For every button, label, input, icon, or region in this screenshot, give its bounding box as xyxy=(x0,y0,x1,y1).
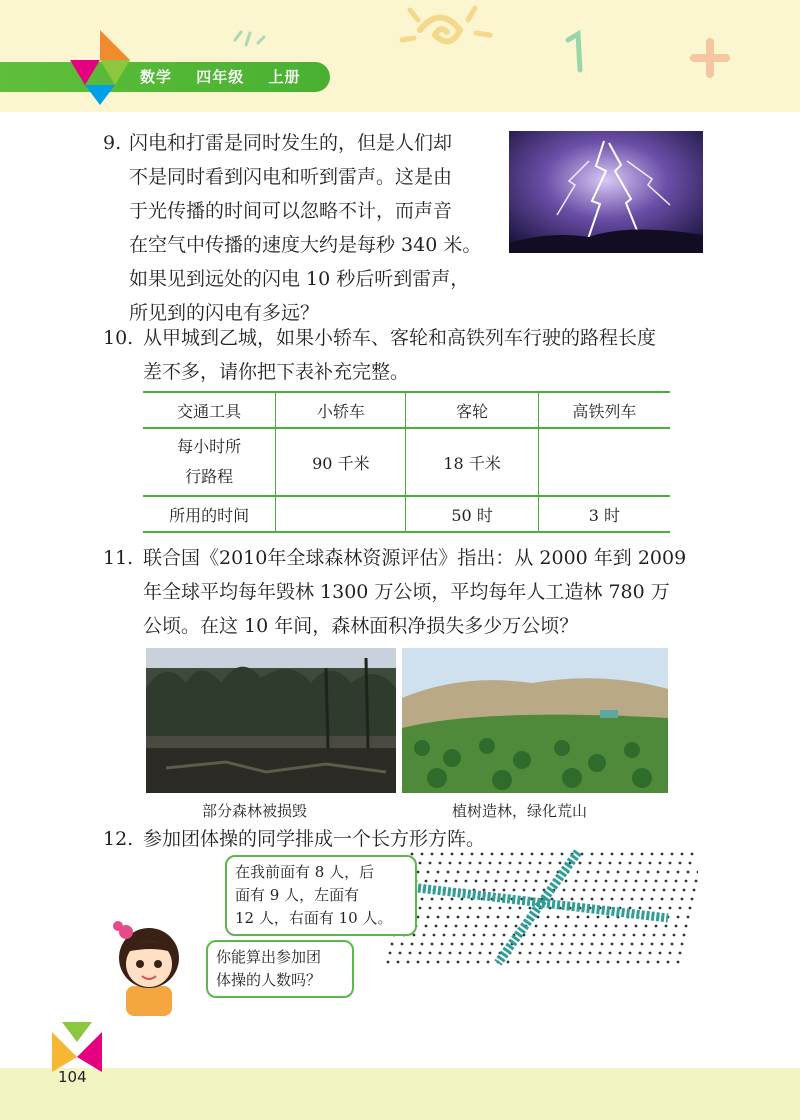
page-number: 104 xyxy=(58,1068,87,1086)
q9-text xyxy=(129,126,499,330)
q11-line: 联合国《2010年全球森林资源评估》指出：从 2000 年到 2009 xyxy=(143,547,687,569)
q11-text xyxy=(143,541,713,643)
row-label-line: 每小时所 xyxy=(177,437,242,456)
number-one-doodle-icon xyxy=(560,30,590,80)
table-cell: 3 时 xyxy=(538,496,670,532)
q10-number: 10. xyxy=(103,327,134,349)
student-speech-bubble xyxy=(225,855,417,936)
q11-line: 公顷。在这 10 年间，森林面积净损失多少万公顷？ xyxy=(143,615,579,637)
q10-line: 从甲城到乙城，如果小轿车、客轮和高铁列车行驶的路程长度 xyxy=(143,327,657,349)
header-subject: 数学 xyxy=(140,68,173,86)
caption-reforestation: 植树造林，绿化荒山 xyxy=(452,802,588,820)
sun-doodle-icon xyxy=(380,0,520,70)
bubble-line: 在我前面有 8 人，后 xyxy=(235,863,375,881)
page-footer-band xyxy=(0,1068,800,1120)
table-row-label: 所用的时间 xyxy=(143,496,276,532)
girl-character-icon xyxy=(104,912,192,1017)
sparkle-doodle-icon xyxy=(230,25,270,55)
bubble-line: 面有 9 人，左面有 xyxy=(235,886,360,904)
q10-text xyxy=(143,321,713,389)
q12-text: 参加团体操的同学排成一个长方形方阵。 xyxy=(143,828,486,850)
plus-doodle-icon xyxy=(690,38,730,78)
table-cell: 50 时 xyxy=(406,496,538,532)
table-cell: 18 千米 xyxy=(406,428,538,496)
table-header-cell: 小轿车 xyxy=(276,392,406,428)
q11-line: 年全球平均每年毁林 1300 万公顷，平均每年人工造林 780 万 xyxy=(143,581,670,603)
q10-line: 差不多，请你把下表补充完整。 xyxy=(143,361,410,383)
deforestation-photo xyxy=(146,648,396,793)
chapter-header-text xyxy=(140,66,319,87)
q9-line: 于光传播的时间可以忽略不计，而声音 xyxy=(129,200,453,222)
q9-line: 不是同时看到闪电和听到雷声。这是由 xyxy=(129,166,453,188)
lightning-photo xyxy=(509,131,703,253)
table-row xyxy=(143,428,670,496)
table-header-cell: 交通工具 xyxy=(143,392,276,428)
bubble-line: 你能算出参加团 xyxy=(216,948,322,966)
header-grade: 四年级 xyxy=(196,68,245,86)
tangram-logo-icon xyxy=(70,30,140,105)
header-volume: 上册 xyxy=(268,68,301,86)
table-row xyxy=(143,496,670,532)
tangram-footer-icon xyxy=(52,1022,102,1072)
caption-deforestation: 部分森林被损毁 xyxy=(202,802,308,820)
transport-table xyxy=(143,391,670,533)
q9-line: 如果见到远处的闪电 10 秒后听到雷声， xyxy=(129,268,470,290)
bubble-line: 12 人，右面有 10 人。 xyxy=(235,909,393,927)
girl-speech-bubble xyxy=(206,940,354,998)
q9-line: 所见到的闪电有多远？ xyxy=(129,302,320,324)
table-cell xyxy=(538,428,670,496)
table-cell: 90 千米 xyxy=(276,428,406,496)
q9-line: 闪电和打雷是同时发生的，但是人们却 xyxy=(129,132,453,154)
dot-formation-illustration xyxy=(378,848,698,968)
q9-number: 9. xyxy=(103,132,122,154)
table-header-cell: 客轮 xyxy=(406,392,538,428)
table-header-cell: 高铁列车 xyxy=(538,392,670,428)
q9-line: 在空气中传播的速度大约是每秒 340 米。 xyxy=(129,234,482,256)
q11-number: 11. xyxy=(103,547,134,569)
table-cell xyxy=(276,496,406,532)
bubble-line: 体操的人数吗？ xyxy=(216,971,322,989)
reforestation-photo xyxy=(402,648,668,793)
q12-number: 12. xyxy=(103,828,134,850)
row-label-line: 行路程 xyxy=(185,467,234,486)
table-header-row xyxy=(143,392,670,428)
table-row-label xyxy=(143,428,276,496)
